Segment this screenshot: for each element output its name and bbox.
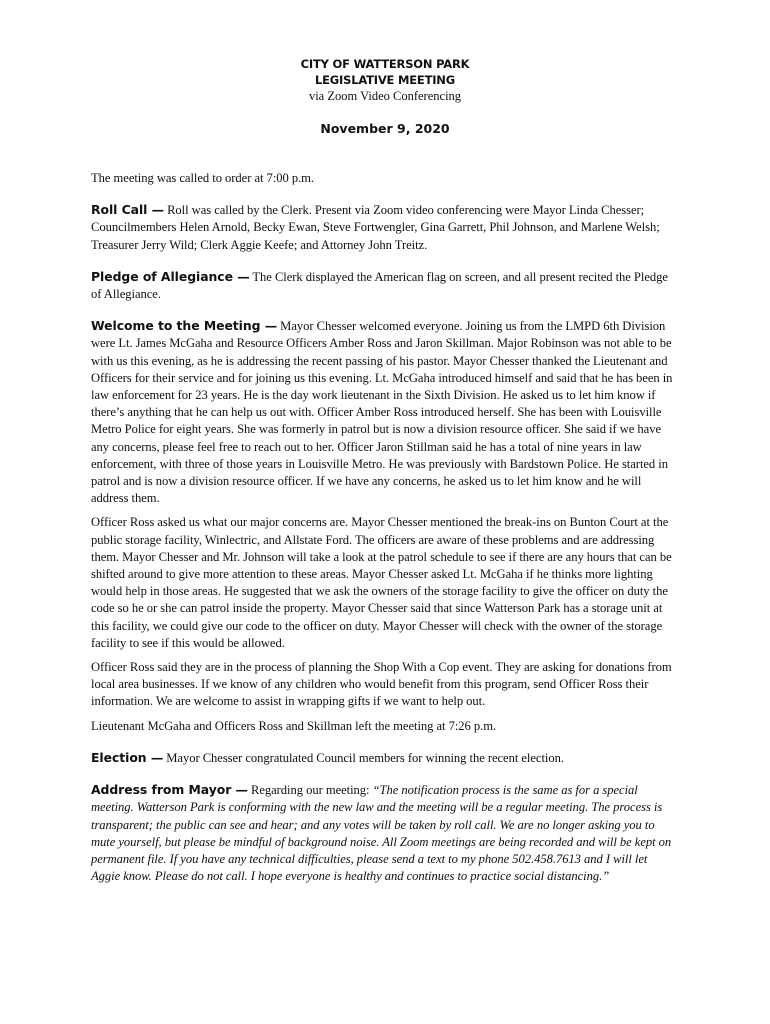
mayor-address-lead: Regarding our meeting: xyxy=(247,783,373,798)
mayor-address-quote: “The notification process is the same as for a special meeting. Watterson Park is conforming with the new law and the meeting will be a regular meeting. The process is transparent; the public can see and hear; and any votes will be taken by roll call. We are no longer asking you to mute yourself, but please be mindful of background noise. All Zoom meetings are being recorded and will be kept on permanent file. If you have any technical difficulties, please send a text to my phone 502.458.7613 and I will let Aggie know. Please do not call. I hope everyone is healthy and continues to practice social distancing.” xyxy=(91,783,672,884)
call-to-order: The meeting was called to order at 7:00 p.m. xyxy=(91,171,315,185)
city-name: CITY OF WATTERSON PARK xyxy=(300,57,470,71)
mayor-address-heading: Address from Mayor — xyxy=(91,782,248,798)
welcome-heading: Welcome to the Meeting — xyxy=(91,318,278,334)
meeting-date: November 9, 2020 xyxy=(320,121,450,136)
roll-call-text: Roll was called by the Clerk. Present via Zoom video conferencing were Mayor Linda Chesser; Councilmembers Helen Arnold, Becky Ewan, Steve Fortwengler, Gina Garrett, Phil Johnson, and Marlene Welsh; Treasurer Jerry Wild; Clerk Aggie Keefe; and Attorney John Treitz. xyxy=(91,203,660,252)
welcome-text: Mayor Chesser welcomed everyone. Joining us from the LMPD 6th Division were Lt. James McGaha and Resource Officers Amber Ross and Jaron Skillman. Major Robinson was not able to be with us this evening, as he is addressing the recent passing of his pastor. Mayor Chesser thanked the Lieutenant and Officers for their service and for joining us this evening. Lt. McGaha introduced himself and said that he has been in law enforcement for 23 years. He is the day work lieutenant in the Sixth Division. He asked us to let him know if there’s anything that he can help us out with. Officer Amber Ross introduced herself. She has been with Louisville Metro Police for eight years. She was formerly in patrol but is now a division resource officer. She said if we have any concerns, please feel free to reach out to her. Officer Jaron Stillman said he has a total of nine years in law enforcement, with three of those years in Louisville Metro. He was previously with Bardstown Police. He started in patrol and is now a division resource officer. If we have any concerns, he asked us to let him know and he will address them. xyxy=(91,319,673,506)
meeting-venue: via Zoom Video Conferencing xyxy=(308,89,462,103)
pledge-heading: Pledge of Allegiance — xyxy=(91,268,250,284)
meeting-type: LEGISLATIVE MEETING xyxy=(315,73,455,87)
officers-left-paragraph: Lieutenant McGaha and Officers Ross and Skillman left the meeting at 7:26 p.m. xyxy=(91,718,497,733)
roll-call-heading: Roll Call — xyxy=(91,202,164,218)
welcome-section xyxy=(91,317,679,507)
election-heading: Election — xyxy=(91,749,164,765)
shop-with-cop-paragraph: Officer Ross said they are in the process of planning the Shop With a Cop event. They are asking for donations from local area businesses. If we know of any children who would benefit from this program, send Officer Ross their information. We are welcome to assist in wrapping gifts if we want to help out. xyxy=(91,660,672,709)
election-section xyxy=(91,749,679,767)
concerns-paragraph: Officer Ross asked us what our major concerns are. Mayor Chesser mentioned the break-ins on Bunton Court at the public storage facility, Winlectric, and Allstate Ford. The officers are aware of these problems and are addressing them. Mayor Chesser and Mr. Johnson will take a look at the patrol schedule to see if there are any hours that can be shifted around to give more attention to these areas. Mayor Chesser asked Lt. McGaha if he thinks more lighting would help in those areas. He suggested that we ask the owners of the storage facility to give the officer on duty the code so he or she can patrol inside the property. Mayor Chesser said that since Watterson Park has a storage unit at this facility, we could give our code to the officer on duty. Mayor Chesser will check with the owner of the storage facility to see if this would be allowed. xyxy=(91,515,672,650)
pledge-section xyxy=(91,268,679,303)
minutes-page xyxy=(91,56,679,885)
mayor-address-section xyxy=(91,781,679,885)
roll-call-section xyxy=(91,201,679,254)
election-text: Mayor Chesser congratulated Council members for winning the recent election. xyxy=(163,750,564,765)
pledge-text: The Clerk displayed the American flag on screen, and all present recited the Pledge of Allegiance. xyxy=(91,269,668,302)
